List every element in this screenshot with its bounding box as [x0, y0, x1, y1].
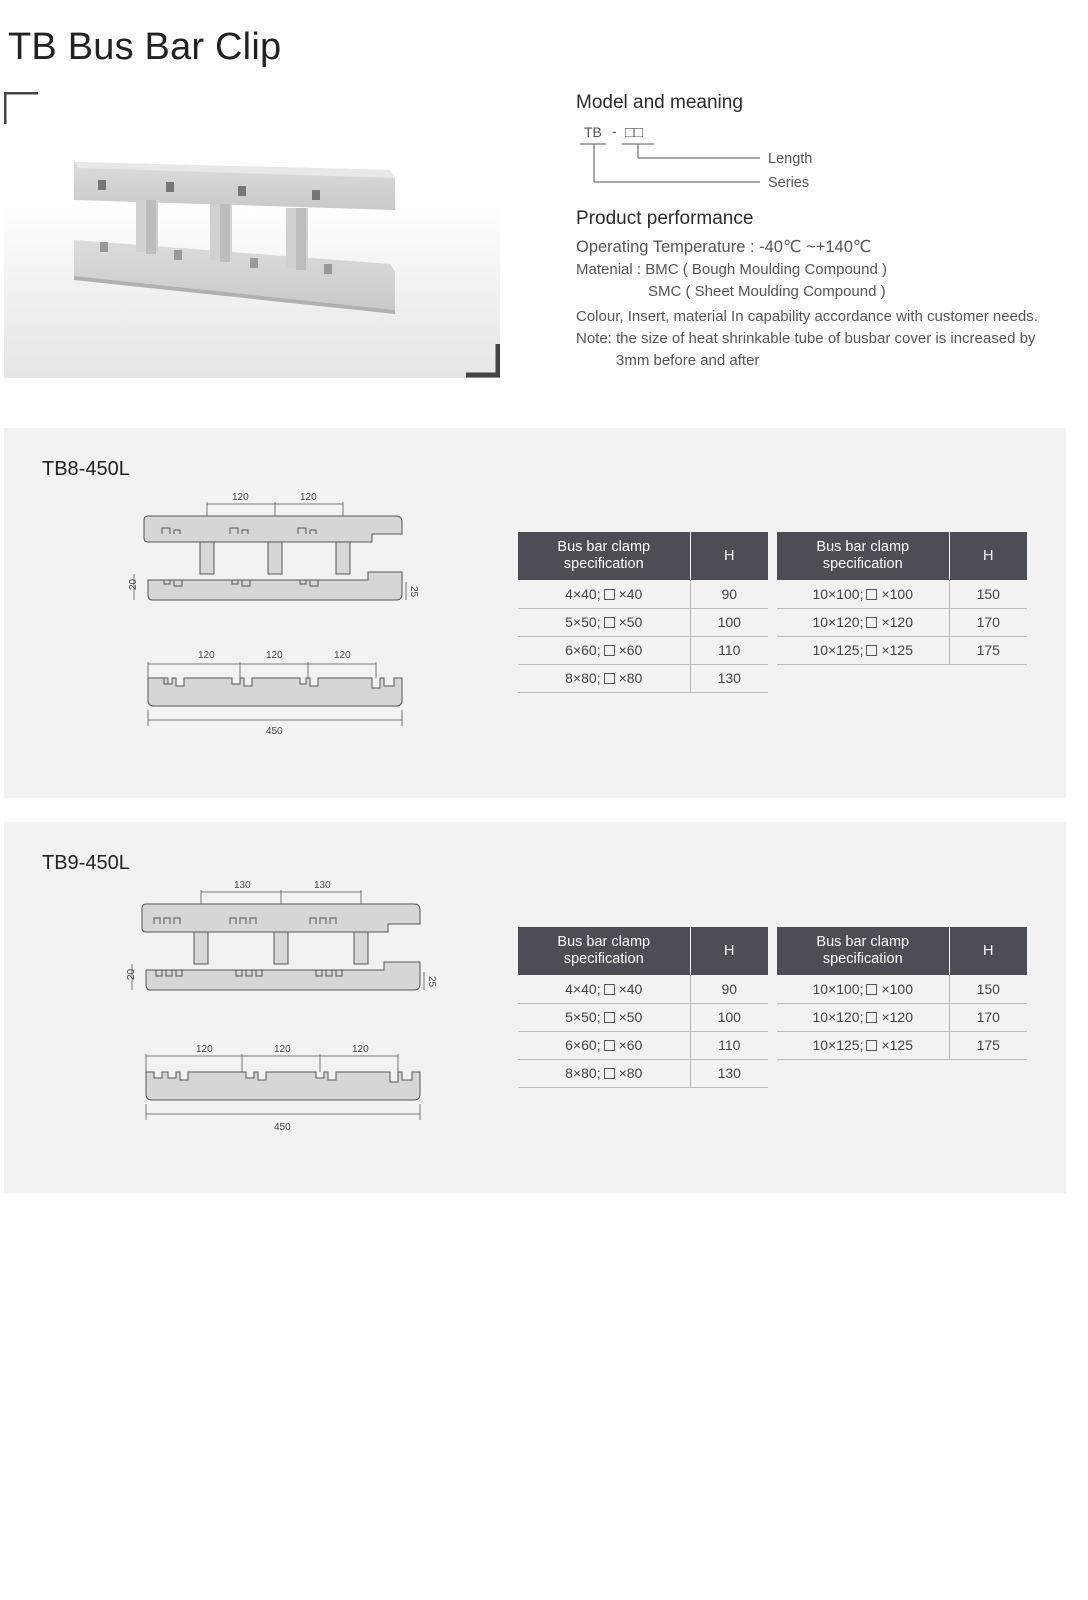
model-code-prefix: TB: [584, 124, 602, 140]
colour-line: Colour, Insert, material In capability accordance with customer needs.: [576, 308, 1038, 325]
spec-header: Bus bar clamp specification: [777, 532, 949, 580]
h-header: H: [690, 927, 768, 975]
material-line-1: Matenial : BMC ( Bough Moulding Compound ): [576, 261, 887, 278]
note-line-1: Note: the size of heat shrinkable tube of busbar cover is increased by: [576, 330, 1036, 347]
product-panel-tb9: [4, 822, 1066, 1193]
dim-bottom-2: 120: [266, 650, 283, 661]
table-row: 6×60; ×60 110: [518, 1031, 768, 1059]
h-header: H: [949, 532, 1027, 580]
dim-top-1: 130: [234, 880, 251, 891]
spec-header: Bus bar clamp specification: [777, 927, 949, 975]
table-row: 10×125; ×125 175: [777, 636, 1027, 664]
table-row: 5×50; ×50 100: [518, 1003, 768, 1031]
spec-header: Bus bar clamp specification: [518, 532, 690, 580]
table-row: 4×40; ×40 90: [518, 580, 768, 608]
spec-table-b: [777, 927, 1027, 1060]
product-name: TB9-450L: [42, 852, 130, 874]
tb8-technical-drawing: [104, 486, 444, 746]
h-header: H: [949, 927, 1027, 975]
table-row: 10×120; ×120 170: [777, 1003, 1027, 1031]
table-row: 4×40; ×40 90: [518, 975, 768, 1003]
table-row: 10×100; ×100 150: [777, 975, 1027, 1003]
dim-bottom-1: 120: [198, 650, 215, 661]
dim-left: 20: [128, 578, 139, 590]
operating-temperature: Operating Temperature : -40℃ ~+140℃: [576, 238, 872, 256]
model-label-length: Length: [768, 151, 813, 167]
dim-top-1: 120: [232, 492, 249, 503]
model-section: [576, 92, 1066, 114]
table-row: 8×80; ×80 130: [518, 664, 768, 692]
product-name: TB8-450L: [42, 458, 130, 480]
table-row: 10×125; ×125 175: [777, 1031, 1027, 1059]
table-row: 8×80; ×80 130: [518, 1059, 768, 1087]
model-diagram: [576, 120, 836, 198]
tb9-technical-drawing: [92, 874, 452, 1134]
dim-left: 20: [126, 968, 137, 980]
product-panel-tb8: [4, 428, 1066, 798]
note-line-2: 3mm before and after: [616, 352, 760, 369]
spec-table-a: [518, 532, 768, 693]
dim-bottom-3: 120: [334, 650, 351, 661]
material-line-2: SMC ( Sheet Moulding Compound ): [648, 283, 886, 300]
h-header: H: [690, 532, 768, 580]
performance-section: [576, 208, 1066, 372]
model-code-sep: -: [612, 123, 617, 139]
dim-total: 450: [266, 726, 283, 737]
dim-bottom-2: 120: [274, 1044, 291, 1055]
dim-bottom-3: 120: [352, 1044, 369, 1055]
model-code-boxes: □□: [625, 124, 644, 141]
dim-top-2: 120: [300, 492, 317, 503]
spec-table-b: [777, 532, 1027, 665]
page-title: TB Bus Bar Clip: [8, 26, 282, 68]
product-image: [4, 92, 500, 378]
spec-table-a: [518, 927, 768, 1088]
model-title: Model and meaning: [576, 92, 743, 113]
dim-right: 25: [408, 586, 419, 598]
table-row: 6×60; ×60 110: [518, 636, 768, 664]
dim-right: 25: [426, 976, 437, 988]
dim-bottom-1: 120: [196, 1044, 213, 1055]
table-row: 5×50; ×50 100: [518, 608, 768, 636]
table-row: 10×120; ×120 170: [777, 608, 1027, 636]
performance-title: Product performance: [576, 208, 754, 229]
table-row: 10×100; ×100 150: [777, 580, 1027, 608]
spec-header: Bus bar clamp specification: [518, 927, 690, 975]
dim-total: 450: [274, 1122, 291, 1133]
dim-top-2: 130: [314, 880, 331, 891]
model-label-series: Series: [768, 175, 810, 191]
